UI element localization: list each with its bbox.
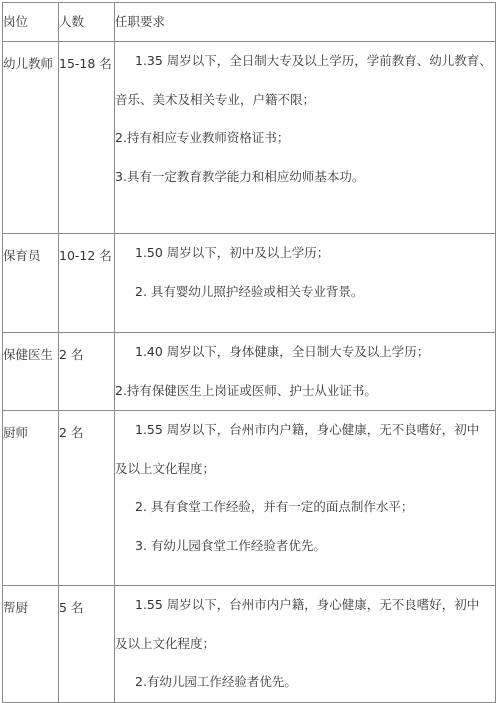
requirement-line: 及以上文化程度； (115, 460, 216, 476)
count-cell (59, 411, 115, 586)
table-row (3, 42, 496, 234)
requirement-line: 2. 具有婴幼儿照护经验或相关专业背景。 (135, 283, 364, 299)
requirements-cell (115, 411, 496, 586)
position-name: 帮厨 (3, 600, 29, 615)
requirement-line: 1.55 周岁以下，台州市内户籍，身心健康，无不良嗜好，初中 (135, 597, 480, 612)
requirement-line: 1.40 周岁以下，身体健康，全日制大专及以上学历； (135, 344, 430, 359)
position-cell (3, 42, 59, 234)
count-cell (59, 586, 115, 703)
position-cell (3, 333, 59, 411)
requirement-line: 3. 有幼儿园食堂工作经验者优先。 (135, 537, 326, 553)
requirements-cell (115, 42, 496, 234)
requirements-cell (115, 586, 496, 703)
header-count: 人数 (59, 3, 115, 42)
requirements-cell (115, 333, 496, 411)
job-requirements-table (2, 2, 496, 703)
table-header-row (3, 3, 496, 42)
position-cell (3, 586, 59, 703)
position-count: 15-18 名 (59, 56, 112, 71)
requirement-line: 2.持有保健医生上岗证或医师、护士从业证书。 (115, 382, 377, 398)
position-count: 2 名 (59, 425, 84, 440)
requirement-line: 2.有幼儿园工作经验者优先。 (135, 674, 297, 689)
requirements-cell (115, 234, 496, 333)
requirement-line: 1.35 周岁以下，全日制大专及以上学历，学前教育、幼儿教育、 (135, 53, 492, 68)
requirement-line: 2. 具有食堂工作经验，并有一定的面点制作水平； (135, 499, 414, 514)
table-row (3, 586, 496, 703)
table-row (3, 234, 496, 333)
requirement-line: 及以上文化程度； (115, 635, 216, 651)
position-count: 10-12 名 (59, 248, 112, 263)
position-count: 5 名 (59, 600, 84, 615)
requirement-line: 音乐、美术及相关专业，户籍不限； (115, 91, 316, 107)
position-cell (3, 411, 59, 586)
position-name: 厨师 (3, 425, 29, 440)
header-position: 岗位 (3, 3, 59, 42)
table-row (3, 411, 496, 586)
count-cell (59, 333, 115, 411)
header-requirements: 任职要求 (115, 3, 496, 42)
count-cell (59, 42, 115, 234)
requirement-line: 2.持有相应专业教师资格证书； (115, 130, 290, 145)
requirement-line: 3.具有一定教育教学能力和相应幼师基本功。 (115, 168, 365, 184)
table-row (3, 333, 496, 411)
position-name: 保育员 (3, 248, 41, 263)
position-name: 幼儿教师 (3, 56, 54, 71)
position-count: 2 名 (59, 347, 84, 362)
position-name: 保健医生 (3, 347, 54, 362)
count-cell (59, 234, 115, 333)
requirement-line: 1.50 周岁以下，初中及以上学历； (135, 245, 330, 260)
requirement-line: 1.55 周岁以下，台州市内户籍，身心健康，无不良嗜好，初中 (135, 422, 480, 437)
position-cell (3, 234, 59, 333)
